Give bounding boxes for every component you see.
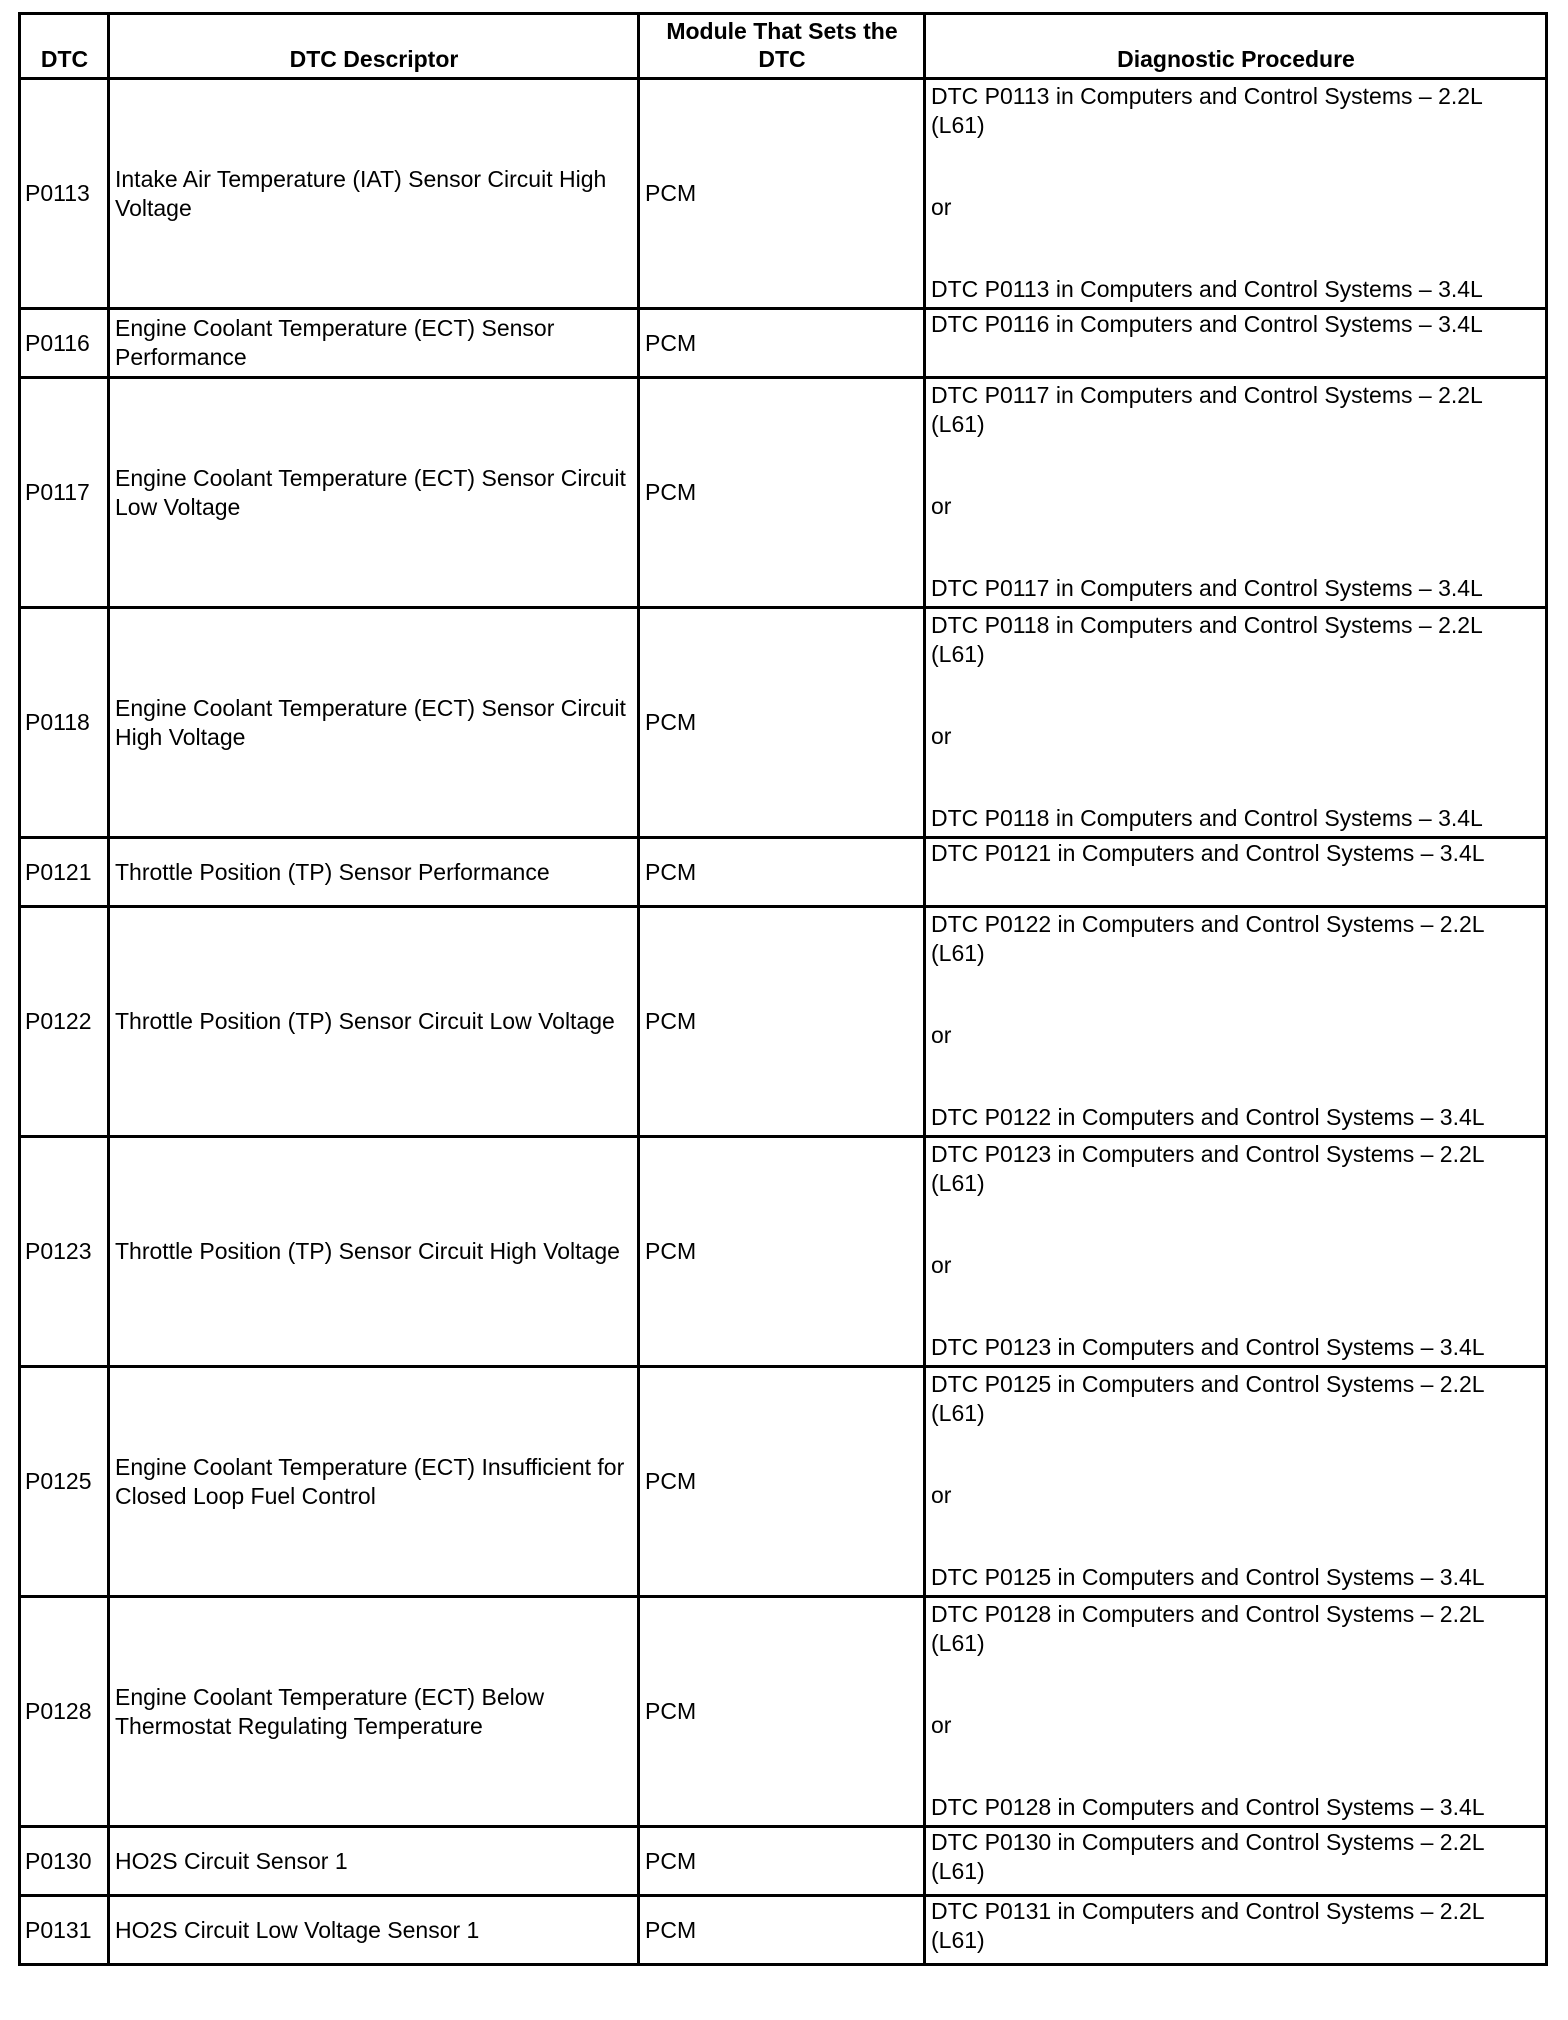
table-row	[20, 1827, 1547, 1896]
header-descriptor: DTC Descriptor	[109, 14, 639, 79]
procedure-link-text: DTC P0122 in Computers and Control Systems – 2.2L (L61)	[931, 911, 1484, 966]
module-cell: PCM	[639, 1597, 925, 1827]
module-cell: PCM	[639, 1827, 925, 1896]
procedure-list	[931, 1370, 1541, 1592]
diagnostic-procedure-cell	[925, 378, 1547, 608]
procedure-link-text: DTC P0121 in Computers and Control Systems – 3.4L	[931, 840, 1485, 866]
diagnostic-procedure-cell	[925, 608, 1547, 838]
dtc-code-cell: P0130	[20, 1827, 109, 1896]
dtc-descriptor-cell: Engine Coolant Temperature (ECT) Insufficient for Closed Loop Fuel Control	[109, 1367, 639, 1597]
procedure-link-text: DTC P0128 in Computers and Control Systems – 3.4L	[931, 1794, 1485, 1820]
table-row	[20, 838, 1547, 907]
module-cell: PCM	[639, 1896, 925, 1965]
dtc-code-cell: P0113	[20, 79, 109, 309]
dtc-descriptor-cell: Engine Coolant Temperature (ECT) Sensor Performance	[109, 309, 639, 378]
table-row	[20, 907, 1547, 1137]
module-cell: PCM	[639, 79, 925, 309]
diagnostic-procedure-cell	[925, 309, 1547, 378]
table-body	[20, 79, 1547, 1965]
diagnostic-procedure-cell	[925, 838, 1547, 907]
diagnostic-procedure-cell	[925, 1597, 1547, 1827]
dtc-code-cell: P0117	[20, 378, 109, 608]
dtc-code-cell: P0131	[20, 1896, 109, 1965]
dtc-code-cell: P0121	[20, 838, 109, 907]
table-header	[20, 14, 1547, 79]
dtc-descriptor-cell: Engine Coolant Temperature (ECT) Below Thermostat Regulating Temperature	[109, 1597, 639, 1827]
procedure-list	[931, 310, 1541, 376]
diagnostic-procedure-cell	[925, 1137, 1547, 1367]
procedure-list	[931, 611, 1541, 833]
procedure-link-text: DTC P0122 in Computers and Control Systems – 3.4L	[931, 1104, 1485, 1130]
procedure-or-separator: or	[931, 1712, 952, 1738]
procedure-or-separator: or	[931, 1252, 952, 1278]
module-cell: PCM	[639, 1367, 925, 1597]
diagnostic-procedure-cell	[925, 1367, 1547, 1597]
dtc-descriptor-cell: Throttle Position (TP) Sensor Circuit High Voltage	[109, 1137, 639, 1367]
dtc-code-cell: P0125	[20, 1367, 109, 1597]
header-module: Module That Sets the DTC	[639, 14, 925, 79]
procedure-link-text: DTC P0128 in Computers and Control Systems – 2.2L (L61)	[931, 1601, 1484, 1656]
procedure-link-text: DTC P0117 in Computers and Control Systems – 3.4L	[931, 575, 1483, 601]
dtc-code-cell: P0122	[20, 907, 109, 1137]
procedure-list	[931, 1897, 1541, 1963]
module-cell: PCM	[639, 378, 925, 608]
procedure-link-text: DTC P0125 in Computers and Control Systems – 3.4L	[931, 1564, 1485, 1590]
procedure-link-text: DTC P0118 in Computers and Control Systems – 2.2L (L61)	[931, 612, 1482, 667]
procedure-or-separator: or	[931, 194, 952, 220]
dtc-descriptor-cell: Throttle Position (TP) Sensor Circuit Low Voltage	[109, 907, 639, 1137]
procedure-link-text: DTC P0123 in Computers and Control Systems – 3.4L	[931, 1334, 1485, 1360]
table-row	[20, 608, 1547, 838]
procedure-link-text: DTC P0113 in Computers and Control Systems – 3.4L	[931, 276, 1483, 302]
procedure-link-text: DTC P0131 in Computers and Control Systems – 2.2L (L61)	[931, 1898, 1484, 1953]
header-procedure: Diagnostic Procedure	[925, 14, 1547, 79]
dtc-descriptor-cell: HO2S Circuit Low Voltage Sensor 1	[109, 1896, 639, 1965]
table-row	[20, 378, 1547, 608]
dtc-descriptor-cell: HO2S Circuit Sensor 1	[109, 1827, 639, 1896]
module-cell: PCM	[639, 907, 925, 1137]
procedure-or-separator: or	[931, 1482, 952, 1508]
module-cell: PCM	[639, 309, 925, 378]
table-row	[20, 1597, 1547, 1827]
procedure-list	[931, 381, 1541, 603]
dtc-code-cell: P0116	[20, 309, 109, 378]
dtc-descriptor-cell: Engine Coolant Temperature (ECT) Sensor Circuit High Voltage	[109, 608, 639, 838]
procedure-or-separator: or	[931, 1022, 952, 1048]
dtc-code-cell: P0123	[20, 1137, 109, 1367]
table-row	[20, 1137, 1547, 1367]
procedure-link-text: DTC P0117 in Computers and Control Systems – 2.2L (L61)	[931, 382, 1482, 437]
module-cell: PCM	[639, 608, 925, 838]
module-cell: PCM	[639, 838, 925, 907]
diagnostic-procedure-cell	[925, 1896, 1547, 1965]
procedure-list	[931, 1828, 1541, 1894]
procedure-link-text: DTC P0118 in Computers and Control Systems – 3.4L	[931, 805, 1483, 831]
procedure-link-text: DTC P0116 in Computers and Control Systems – 3.4L	[931, 311, 1483, 337]
dtc-descriptor-cell: Throttle Position (TP) Sensor Performance	[109, 838, 639, 907]
procedure-link-text: DTC P0130 in Computers and Control Systems – 2.2L (L61)	[931, 1829, 1484, 1884]
diagnostic-procedure-cell	[925, 1827, 1547, 1896]
dtc-descriptor-cell: Intake Air Temperature (IAT) Sensor Circuit High Voltage	[109, 79, 639, 309]
diagnostic-procedure-cell	[925, 907, 1547, 1137]
dtc-descriptor-cell: Engine Coolant Temperature (ECT) Sensor Circuit Low Voltage	[109, 378, 639, 608]
dtc-table	[18, 12, 1548, 1966]
procedure-link-text: DTC P0113 in Computers and Control Systems – 2.2L (L61)	[931, 83, 1482, 138]
dtc-code-cell: P0118	[20, 608, 109, 838]
procedure-or-separator: or	[931, 493, 952, 519]
procedure-link-text: DTC P0123 in Computers and Control Systems – 2.2L (L61)	[931, 1141, 1484, 1196]
dtc-code-cell: P0128	[20, 1597, 109, 1827]
table-row	[20, 309, 1547, 378]
table-row	[20, 1367, 1547, 1597]
table-row	[20, 79, 1547, 309]
procedure-list	[931, 1600, 1541, 1822]
diagnostic-procedure-cell	[925, 79, 1547, 309]
table-row	[20, 1896, 1547, 1965]
procedure-link-text: DTC P0125 in Computers and Control Systems – 2.2L (L61)	[931, 1371, 1484, 1426]
procedure-list	[931, 910, 1541, 1132]
module-cell: PCM	[639, 1137, 925, 1367]
header-row	[20, 14, 1547, 79]
procedure-list	[931, 82, 1541, 304]
header-dtc: DTC	[20, 14, 109, 79]
procedure-or-separator: or	[931, 723, 952, 749]
procedure-list	[931, 1140, 1541, 1362]
procedure-list	[931, 839, 1541, 905]
